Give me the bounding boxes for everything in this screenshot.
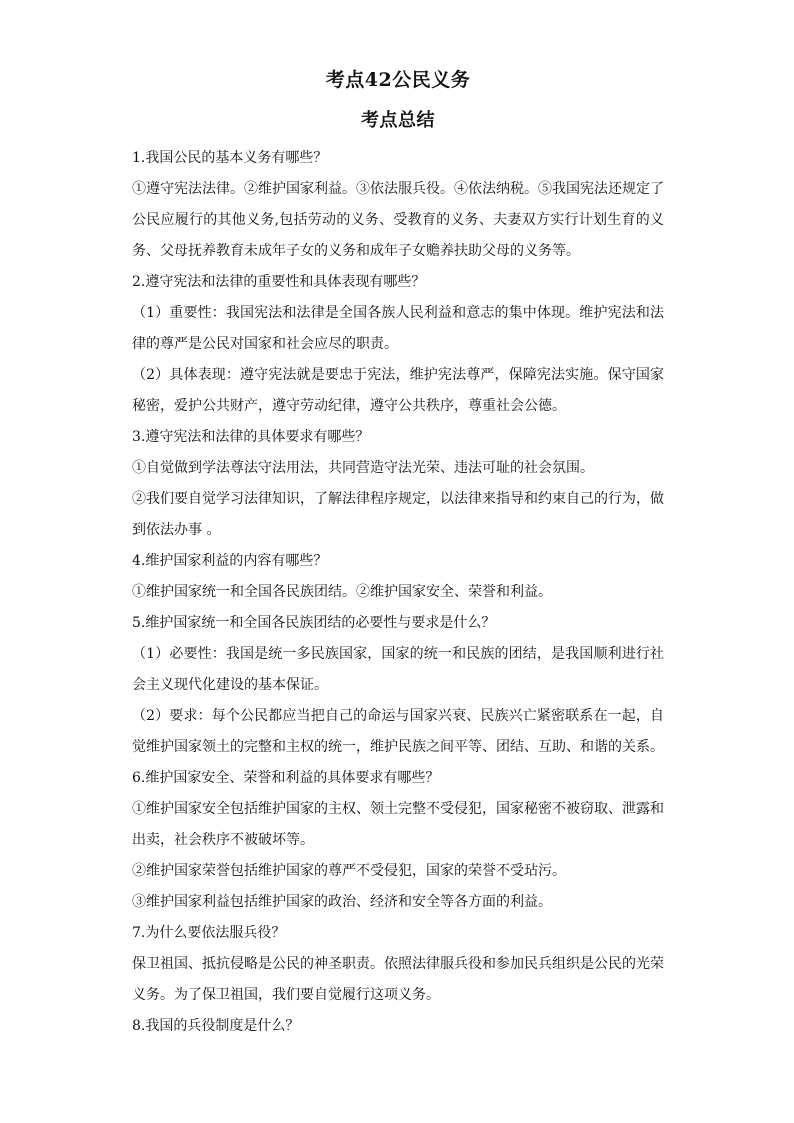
document-subtitle: 考点总结 — [361, 110, 435, 131]
answer-5-necessity: （1）必要性：我国是统一多民族国家，国家的统一和民族的团结，是我国顺利进行社会主义现代化建设的基本保证。 — [132, 646, 664, 693]
question-8: 8.我国的兵役制度是什么？ — [132, 1018, 300, 1034]
question-7: 7.为什么要依法服兵役？ — [132, 925, 286, 941]
question-5: 5.维护国家统一和全国各民族团结的必要性与要求是什么？ — [132, 615, 496, 631]
answer-2-manifestation: （2）具体表现：遵守宪法就是要忠于宪法，维护宪法尊严，保障宪法实施。保守国家秘密，爱护公共财产，遵守劳动纪律，遵守公共秩序，尊重社会公德。 — [132, 367, 664, 414]
question-1: 1.我国公民的基本义务有哪些？ — [132, 150, 328, 166]
document-body — [132, 143, 664, 1042]
question-4: 4.维护国家利益的内容有哪些？ — [132, 553, 328, 569]
answer-7: 保卫祖国、抵抗侵略是公民的神圣职责。依照法律服兵役和参加民兵组织是公民的光荣义务。为了保卫祖国，我们要自觉履行这项义务。 — [132, 956, 664, 1003]
answer-3-item-1: ①自觉做到学法尊法守法用法，共同营造守法光荣、违法可耻的社会氛围。 — [132, 460, 594, 476]
answer-1: ①遵守宪法法律。②维护国家利益。③依法服兵役。④依法纳税。⑤我国宪法还规定了公民应履行的其他义务,包括劳动的义务、受教育的义务、夫妻双方实行计划生育的义务、父母抚养教育未成年子女的义务和成年子女赡养扶助父母的义务等。 — [132, 181, 664, 259]
question-3: 3.遵守宪法和法律的具体要求有哪些？ — [132, 429, 370, 445]
answer-5-requirement: （2）要求：每个公民都应当把自己的命运与国家兴衰、民族兴亡紧密联系在一起，自觉维护国家领土的完整和主权的统一，维护民族之间平等、团结、互助、和谐的关系。 — [132, 708, 664, 755]
document-title: 考点42公民义务 — [325, 69, 471, 91]
question-6: 6.维护国家安全、荣誉和利益的具体要求有哪些？ — [132, 770, 440, 786]
answer-2-importance: （1）重要性：我国宪法和法律是全国各族人民利益和意志的集中体现。维护宪法和法律的尊严是公民对国家和社会应尽的职责。 — [132, 305, 664, 352]
answer-4: ①维护国家统一和全国各民族团结。②维护国家安全、荣誉和利益。 — [132, 584, 552, 600]
answer-3-item-2: ②我们要自觉学习法律知识，了解法律程序规定，以法律来指导和约束自己的行为，做到依法办事 。 — [132, 491, 664, 538]
question-2: 2.遵守宪法和法律的重要性和具体表现有哪些？ — [132, 274, 426, 290]
answer-6-item-3: ③维护国家利益包括维护国家的政治、经济和安全等各方面的利益。 — [132, 894, 552, 910]
answer-6-item-1: ①维护国家安全包括维护国家的主权、领土完整不受侵犯，国家秘密不被窃取、泄露和出卖，社会秩序不被破坏等。 — [132, 801, 664, 848]
answer-6-item-2: ②维护国家荣誉包括维护国家的尊严不受侵犯，国家的荣誉不受玷污。 — [132, 863, 566, 879]
